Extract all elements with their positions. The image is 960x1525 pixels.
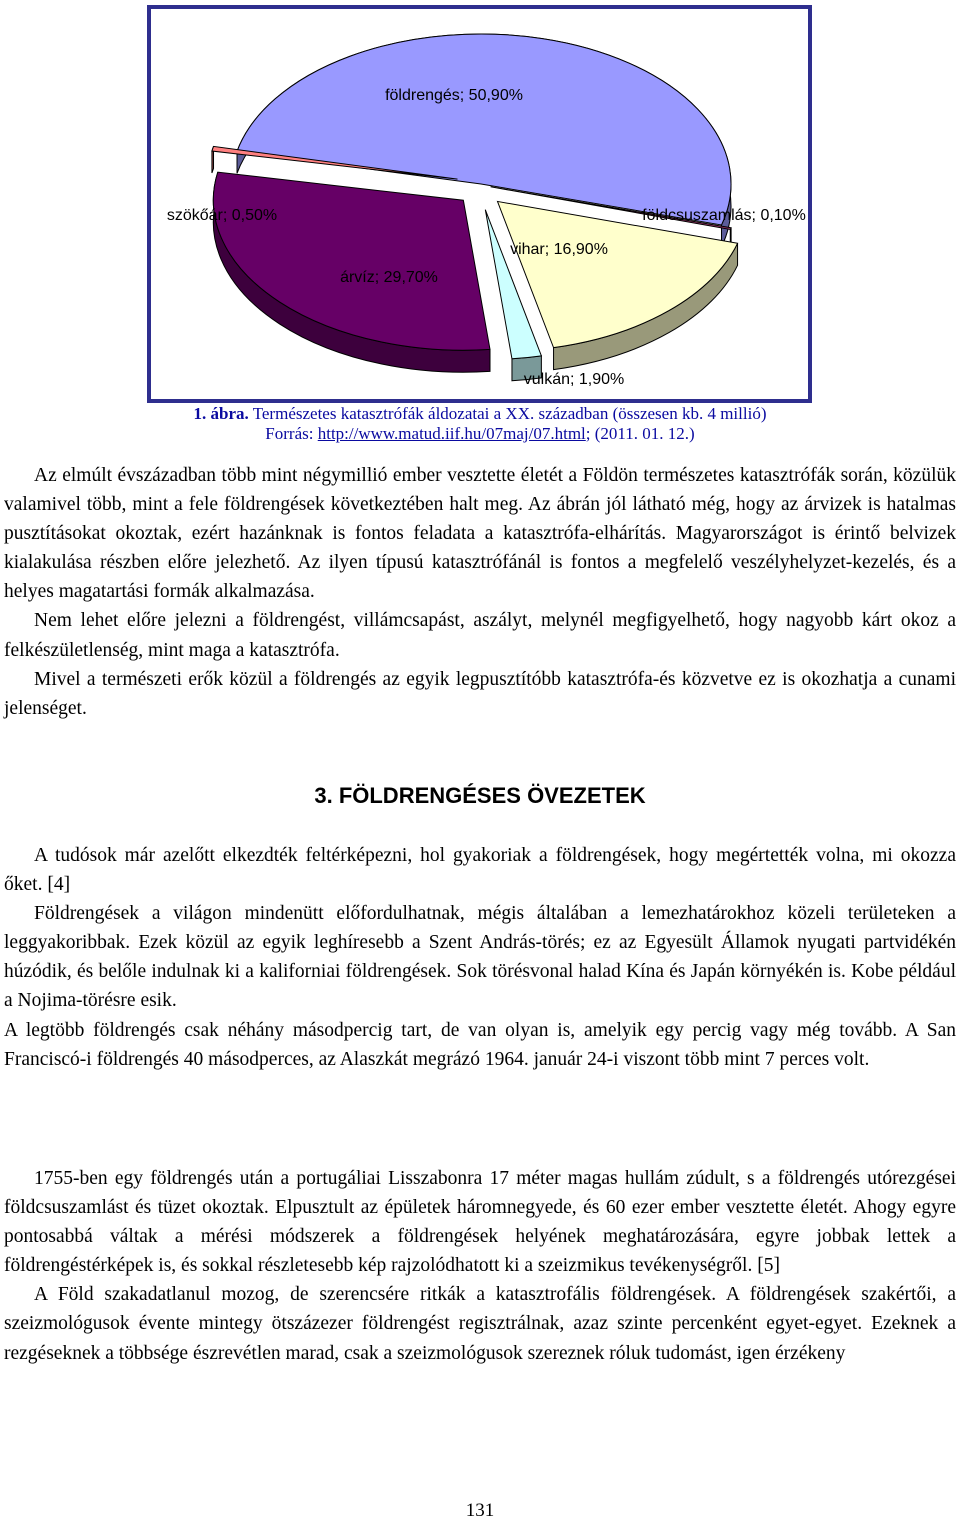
pie-slice-top bbox=[213, 172, 490, 350]
caption-line-2 bbox=[0, 424, 960, 444]
body-section-1 bbox=[4, 461, 956, 723]
pie-data-label: árvíz; 29,70% bbox=[340, 269, 438, 286]
body-section-3 bbox=[4, 1164, 956, 1368]
paragraph: Földrengések a világon mindenütt előfordulhatnak, mégis általában a lemezhatárokhoz közeli területeken a leggyakoribbak. Ezek közül az egyik leghíresebb a Szent András-törés; ez az Egyesült Államok nyugati partvidékén húzódik, és belőle indulnak ki a kaliforniai földrengések. Sok törésvonal halad Kína és Japán környékén is. Kobe például a Nojima-törésre esik. bbox=[4, 903, 956, 1012]
paragraph: Mivel a természeti erők közül a földrengés az egyik legpusztítóbb katasztrófa-és közvetve ez is okozhatja a cunami jelenséget. bbox=[4, 668, 956, 719]
paragraph: 1755-ben egy földrengés után a portugáliai Lisszabonra 17 méter magas hullám zúdult, s a földrengés utórezgései földcsuszamlást és tüzet okoztak. Elpusztult az épületek háromnegyede, és 60 ezer ember vesztette életét. Ahogy egyre pontosabbá váltak a mérési módszerek a földrengések helyének meghatározására, egyre jobbak lettek a földrengéstérképek is, és sokkal részletesebb kép rajzolódhatott ki a szeizmikus tevékenységről. [5] bbox=[4, 1168, 956, 1277]
source-link[interactable]: http://www.matud.iif.hu/07maj/07.html bbox=[317, 424, 586, 443]
figure-caption bbox=[0, 404, 960, 444]
figure-title: Természetes katasztrófák áldozatai a XX. században (összesen kb. 4 millió) bbox=[248, 404, 767, 423]
paragraph: Az elmúlt évszázadban több mint négymillió ember vesztette életét a Földön természetes katasztrófák során, közülük valamivel több, mint a fele földrengések következtében halt meg. Az ábrán jól látható még, hogy az árvizek is hatalmas pusztításokat okoztak, ezért hazánknak is fontos feladata a katasztrófa-elhárítás. Magyarországot is érintő belvizek kialakulása részben előre jelezhető. Az ilyen típusú katasztrófánál is fontos a megfelelő veszélyhelyzet-kezelés, és a helyes magatartási formák alkalmazása. bbox=[4, 465, 956, 603]
paragraph: A tudósok már azelőtt elkezdték feltérképezni, hol gyakoriak a földrengések, hogy megértették volna, mi okozza őket. [4] bbox=[4, 845, 956, 896]
page-number: 131 bbox=[465, 1500, 495, 1521]
paragraph: A Föld szakadatlanul mozog, de szerencsére ritkák a katasztrofális földrengések. A földrengések szakértői, a szeizmológusok évente mintegy ötszázezer földrengést regisztrálnak, azaz szinte percenként egyet-egyet. Ezeknek a rezgéseknek a többsége észrevétlen marad, csak a szeizmológusok szereznek róluk tudomást, igen érzékeny bbox=[4, 1284, 956, 1364]
paragraph: A legtöbb földrengés csak néhány másodpercig tart, de van olyan is, amelyik egy percig vagy még tovább. A San Franciscó-i földrengés 40 másodperces, az Alaszkát megrázó 1964. január 24-i viszont több mint 7 perces volt. bbox=[4, 1019, 956, 1070]
pie-data-label: vulkán; 1,90% bbox=[523, 371, 625, 388]
source-suffix: ; (2011. 01. 12.) bbox=[585, 424, 695, 443]
caption-line-1 bbox=[0, 404, 960, 424]
section-heading: 3. FÖLDRENGÉSES ÖVEZETEK bbox=[314, 783, 646, 808]
pie-chart-frame bbox=[147, 5, 812, 403]
pie-data-label: földcsuszamlás; 0,10% bbox=[642, 207, 806, 224]
paragraph: Nem lehet előre jelezni a földrengést, villámcsapást, aszályt, melynél megfigyelhető, hogy nagyobb kárt okoz a felkészületlenség, mint maga a katasztrófa. bbox=[4, 610, 956, 661]
pie-data-label: földrengés; 50,90% bbox=[385, 87, 523, 104]
pie-data-label: vihar; 16,90% bbox=[510, 241, 608, 258]
figure-label: 1. ábra. bbox=[193, 404, 249, 423]
body-section-2 bbox=[4, 841, 956, 1074]
pie-chart bbox=[151, 9, 808, 399]
pie-data-label: szökőár; 0,50% bbox=[166, 207, 278, 224]
source-prefix: Forrás: bbox=[265, 424, 318, 443]
